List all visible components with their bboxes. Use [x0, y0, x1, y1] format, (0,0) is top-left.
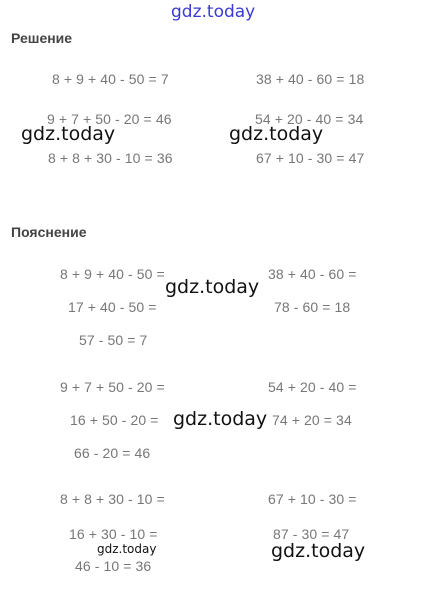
solution-equation-1: 8 + 9 + 40 - 50 = 7: [52, 71, 169, 87]
explanation-step-5a: 16 + 30 - 10 =: [69, 526, 158, 542]
explanation-step-6a: 87 - 30 = 47: [273, 526, 350, 542]
solution-heading: Решение: [11, 30, 73, 46]
site-watermark: gdz.today: [229, 123, 324, 145]
explanation-step-4a: 74 + 20 = 34: [272, 412, 352, 428]
explanation-expression-6: 67 + 10 - 30 =: [268, 491, 357, 507]
explanation-expression-1: 8 + 9 + 40 - 50 =: [60, 266, 165, 282]
site-watermark: gdz.today: [173, 408, 268, 430]
solution-equation-3: 9 + 7 + 50 - 20 = 46: [47, 111, 172, 127]
explanation-step-2a: 78 - 60 = 18: [274, 299, 351, 315]
explanation-expression-3: 9 + 7 + 50 - 20 =: [60, 379, 165, 395]
solution-equation-5: 8 + 8 + 30 - 10 = 36: [48, 150, 173, 166]
solution-equation-2: 38 + 40 - 60 = 18: [256, 71, 365, 87]
explanation-step-3b: 66 - 20 = 46: [74, 445, 151, 461]
solution-equation-6: 67 + 10 - 30 = 47: [256, 150, 365, 166]
explanation-heading: Пояснение: [11, 224, 87, 240]
solution-equation-4: 54 + 20 - 40 = 34: [255, 111, 364, 127]
explanation-expression-2: 38 + 40 - 60 =: [268, 266, 357, 282]
site-watermark: gdz.today: [271, 540, 366, 562]
explanation-step-1b: 57 - 50 = 7: [79, 332, 148, 348]
site-watermark: gdz.today: [165, 276, 260, 298]
explanation-expression-4: 54 + 20 - 40 =: [268, 379, 357, 395]
site-watermark: gdz.today: [97, 542, 157, 556]
explanation-step-5b: 46 - 10 = 36: [75, 558, 152, 574]
explanation-step-3a: 16 + 50 - 20 =: [70, 412, 159, 428]
explanation-expression-5: 8 + 8 + 30 - 10 =: [60, 491, 165, 507]
site-watermark-top: gdz.today: [171, 2, 256, 22]
site-watermark: gdz.today: [21, 123, 116, 145]
explanation-step-1a: 17 + 40 - 50 =: [68, 299, 157, 315]
